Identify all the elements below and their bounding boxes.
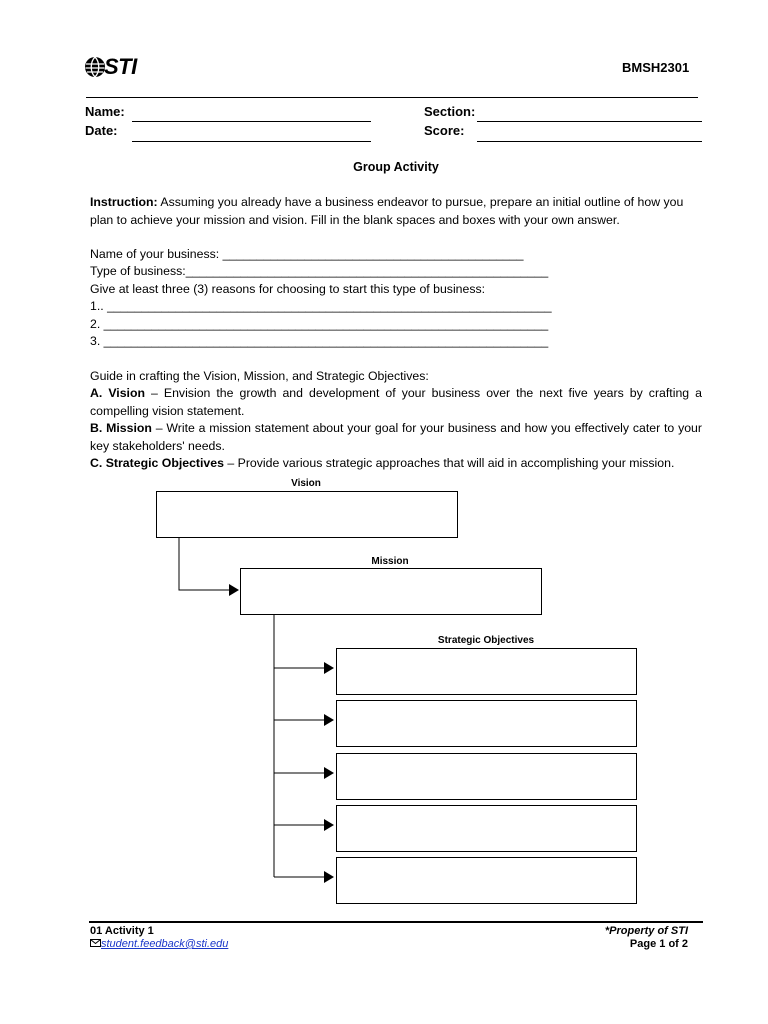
- objective-arrow-icon-4: [324, 819, 334, 831]
- mission-to-objectives-connector: [274, 614, 326, 877]
- objective-arrow-icon-3: [324, 767, 334, 779]
- guide-mission-label: B. Mission: [90, 421, 152, 435]
- guide-objectives-label: C. Strategic Objectives: [90, 456, 224, 470]
- vision-to-mission-connector: [179, 537, 230, 590]
- objective-arrow-icon-5: [324, 871, 334, 883]
- page-title: Group Activity: [353, 160, 439, 174]
- guide-mission-text: – Write a mission statement about your goal for your business and how you effectively cater to your key stakeholders' needs.: [90, 421, 702, 453]
- course-code: BMSH2301: [622, 60, 690, 75]
- reasons-prompt: Give at least three (3) reasons for choosing to start this type of business:: [90, 282, 486, 296]
- sti-logo-text: STI: [104, 54, 137, 79]
- reason-2-field[interactable]: 2. _________________________________________________________________: [90, 317, 549, 331]
- footer-activity: 01 Activity 1: [90, 925, 154, 937]
- footer-email-row: [90, 938, 228, 950]
- mission-arrow-icon: [229, 584, 239, 596]
- name-label: Name:: [85, 104, 125, 119]
- business-name-field[interactable]: Name of your business: ____________________________________________: [90, 247, 524, 261]
- date-label: Date:: [85, 123, 118, 138]
- score-label: Score:: [424, 123, 465, 138]
- guide-vision-label: A. Vision: [90, 386, 145, 400]
- footer-property: *Property of STI: [604, 925, 688, 937]
- instruction-label: Instruction:: [90, 195, 158, 209]
- objective-arrow-icon-1: [324, 662, 334, 674]
- strategic-objectives-label: Strategic Objectives: [437, 635, 535, 646]
- reason-1-field[interactable]: 1.. _________________________________________________________________: [90, 299, 552, 313]
- section-label: Section:: [424, 104, 476, 119]
- guide-objectives-text: – Provide various strategic approaches that will aid in accomplishing your mission.: [223, 456, 675, 470]
- objective-arrow-icon-2: [324, 714, 334, 726]
- footer-page: Page 1 of 2: [629, 938, 688, 950]
- mission-label: Mission: [371, 556, 409, 567]
- instruction-text: Assuming you already have a business endeavor to pursue, prepare an initial outline of how you plan to achieve your mission and vision. Fill in the blank spaces and boxes with your own answer.: [90, 195, 684, 227]
- feedback-email-link[interactable]: student.feedback@sti.edu: [101, 938, 229, 950]
- guide-vision-text: – Envision the growth and development of your business over the next five years by crafting a compelling vision statement.: [90, 386, 702, 418]
- vision-label: Vision: [291, 478, 321, 489]
- reason-3-field[interactable]: 3. _________________________________________________________________: [90, 334, 549, 348]
- footer-rule: [89, 921, 703, 923]
- envelope-icon: [90, 939, 101, 947]
- guide-intro: Guide in crafting the Vision, Mission, and Strategic Objectives:: [90, 369, 429, 383]
- business-type-field[interactable]: Type of business:_____________________________________________________: [90, 264, 549, 278]
